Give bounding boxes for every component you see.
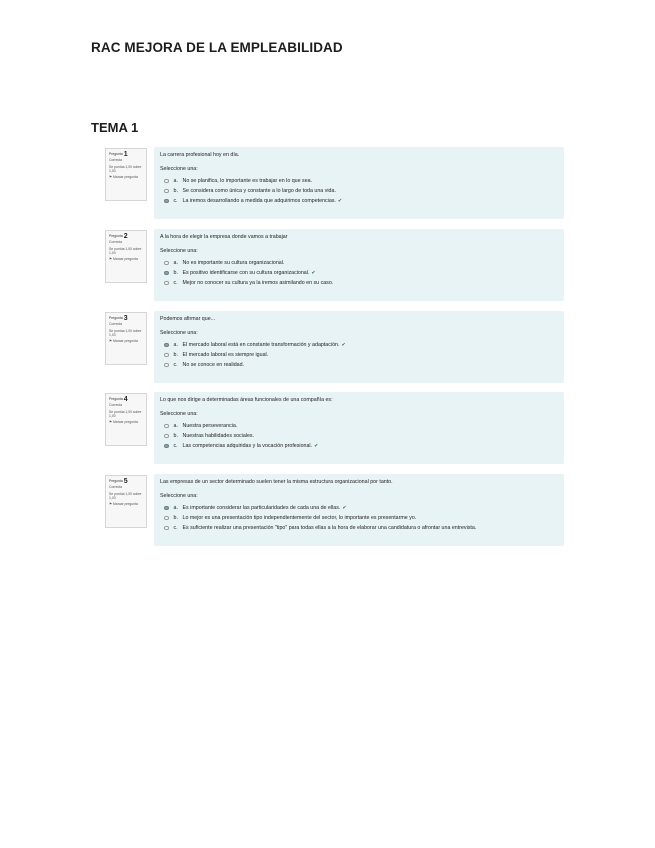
answer-prompt: Seleccione una: (160, 330, 198, 336)
question-status: Correcta (109, 485, 123, 490)
check-icon: ✔ (337, 197, 343, 204)
answer-options (164, 421, 558, 451)
check-icon: ✔ (341, 341, 346, 348)
question-content (154, 311, 564, 383)
radio-button[interactable] (164, 424, 169, 429)
flag-icon: ⚑ (109, 175, 113, 180)
question-score: Se puntúa 1,00 sobre 1,00 (109, 164, 142, 173)
flag-label: Marcar pregunta (112, 175, 138, 180)
flag-label: Marcar pregunta (112, 502, 138, 507)
radio-button[interactable] (164, 516, 169, 521)
question-info-panel (105, 393, 147, 446)
option-text: La iremos desarrollando a medida que adquirimos competencias. (182, 197, 336, 204)
check-icon: ✔ (314, 442, 319, 449)
question-number: 4 (123, 396, 128, 403)
flag-question-link[interactable] (109, 175, 143, 179)
flag-label: Marcar pregunta (112, 257, 138, 262)
question-number: 5 (123, 478, 128, 485)
answer-option[interactable] (164, 278, 558, 288)
question-score: Se puntúa 1,00 sobre 1,00 (109, 246, 142, 255)
option-text: No se planifica, lo importante es trabajar en lo que sea. (182, 177, 313, 184)
section-title: TEMA 1 (91, 120, 139, 135)
option-letter: a. (173, 177, 178, 184)
flag-icon: ⚑ (109, 420, 113, 425)
answer-options (164, 503, 558, 533)
question-block (105, 474, 565, 546)
option-letter: a. (173, 259, 178, 266)
answer-option[interactable] (164, 350, 558, 360)
question-number: 3 (123, 315, 128, 322)
question-text: A la hora de elegir la empresa donde vamos a trabajar (160, 234, 288, 240)
answer-option[interactable] (164, 258, 558, 268)
check-icon: ✔ (311, 269, 316, 276)
question-text: Las empresas de un sector determinado suelen tener la misma estructura organizacional por tanto. (160, 479, 393, 485)
answer-option[interactable] (164, 523, 558, 533)
radio-button[interactable] (164, 271, 169, 276)
option-letter: b. (173, 351, 178, 358)
flag-label: Marcar pregunta (112, 339, 138, 344)
flag-question-link[interactable] (109, 339, 143, 343)
question-content (154, 147, 564, 219)
option-text: Lo mejor es una presentación tipo independientemente del sector, lo importante es presentarme yo. (182, 514, 417, 521)
check-icon: ✔ (342, 504, 347, 511)
option-text: Es positivo identificarse con su cultura organizacional. (182, 269, 310, 276)
question-content (154, 392, 564, 464)
option-letter: b. (173, 269, 178, 276)
radio-button[interactable] (164, 526, 169, 531)
option-text: No es importante su cultura organizacional. (182, 259, 285, 266)
answer-option[interactable] (164, 196, 558, 206)
option-text: Es importante considerar las particularidades de cada una de ellas. (182, 504, 341, 511)
question-status: Correcta (109, 158, 123, 163)
question-info-panel (105, 148, 147, 201)
radio-button[interactable] (164, 199, 169, 204)
answer-option[interactable] (164, 513, 558, 523)
option-text: Es suficiente realizar una presentación "tipo" para todas ellas a la hora de elaborar una candidatura o afrontar una entrevista. (182, 524, 477, 531)
document-title: RAC MEJORA DE LA EMPLEABILIDAD (91, 40, 343, 55)
question-content (154, 474, 564, 546)
question-info-panel (105, 312, 147, 365)
flag-question-link[interactable] (109, 420, 143, 424)
option-text: Se considera como única y constante a lo largo de toda una vida. (182, 187, 336, 194)
answer-option[interactable] (164, 176, 558, 186)
radio-button[interactable] (164, 444, 169, 449)
option-text: El mercado laboral es siempre igual. (182, 351, 269, 358)
question-status: Correcta (109, 403, 123, 408)
radio-button[interactable] (164, 353, 169, 358)
answer-options (164, 340, 558, 370)
flag-icon: ⚑ (109, 502, 113, 507)
answer-prompt: Seleccione una: (160, 166, 198, 172)
question-score: Se puntúa 1,00 sobre 1,00 (109, 409, 142, 418)
question-block (105, 147, 565, 219)
question-info-panel (105, 230, 147, 283)
option-letter: b. (173, 432, 178, 439)
question-label: Pregunta (109, 397, 123, 401)
option-text: Nuestra perseverancia. (182, 422, 238, 429)
option-text: Mejor no conocer su cultura ya la iremos asimilando en su caso. (182, 279, 334, 286)
answer-options (164, 258, 558, 288)
answer-option[interactable] (164, 441, 558, 451)
flag-question-link[interactable] (109, 502, 143, 506)
question-label: Pregunta (109, 479, 123, 483)
question-text: Podemos afirmar que... (160, 316, 216, 322)
question-score: Se puntúa 1,00 sobre 1,00 (109, 328, 142, 337)
question-block (105, 392, 565, 464)
question-number: 2 (123, 233, 128, 240)
radio-button[interactable] (164, 363, 169, 368)
flag-icon: ⚑ (109, 339, 113, 344)
flag-question-link[interactable] (109, 257, 143, 261)
radio-button[interactable] (164, 281, 169, 286)
question-text: La carrera profesional hoy en día. (160, 152, 240, 158)
question-block (105, 311, 565, 383)
answer-option[interactable] (164, 503, 558, 513)
question-number: 1 (123, 151, 128, 158)
radio-button[interactable] (164, 189, 169, 194)
question-score: Se puntúa 1,00 sobre 1,00 (109, 491, 142, 500)
option-letter: b. (173, 514, 178, 521)
option-letter: c. (173, 197, 178, 204)
question-content (154, 229, 564, 301)
option-letter: a. (173, 341, 178, 348)
answer-prompt: Seleccione una: (160, 248, 198, 254)
question-label: Pregunta (109, 234, 123, 238)
answer-prompt: Seleccione una: (160, 493, 198, 499)
radio-button[interactable] (164, 179, 169, 184)
answer-option[interactable] (164, 340, 558, 350)
question-block (105, 229, 565, 301)
question-label: Pregunta (109, 152, 123, 156)
flag-icon: ⚑ (109, 257, 113, 262)
option-letter: a. (173, 504, 178, 511)
question-status: Correcta (109, 240, 123, 245)
radio-button[interactable] (164, 261, 169, 266)
option-text: No se conoce en realidad. (182, 361, 245, 368)
flag-label: Marcar pregunta (112, 420, 138, 425)
radio-button[interactable] (164, 434, 169, 439)
option-letter: c. (173, 442, 178, 449)
answer-option[interactable] (164, 186, 558, 196)
radio-button[interactable] (164, 506, 169, 511)
answer-option[interactable] (164, 421, 558, 431)
answer-option[interactable] (164, 268, 558, 278)
option-letter: c. (173, 361, 178, 368)
option-letter: a. (173, 422, 178, 429)
question-info-panel (105, 475, 147, 528)
option-letter: c. (173, 524, 178, 531)
answer-option[interactable] (164, 360, 558, 370)
radio-button[interactable] (164, 343, 169, 348)
option-letter: b. (173, 187, 178, 194)
answer-prompt: Seleccione una: (160, 411, 198, 417)
question-text: Lo que nos dirige a determinadas áreas funcionales de una compañía es: (160, 397, 333, 403)
question-status: Correcta (109, 322, 123, 327)
answer-option[interactable] (164, 431, 558, 441)
question-label: Pregunta (109, 316, 123, 320)
option-text: Las competencias adquiridas y la vocación profesional. (182, 442, 313, 449)
option-text: Nuestras habilidades sociales. (182, 432, 255, 439)
option-letter: c. (173, 279, 178, 286)
answer-options (164, 176, 558, 206)
option-text: El mercado laboral está en constante transformación y adaptación. (182, 341, 340, 348)
